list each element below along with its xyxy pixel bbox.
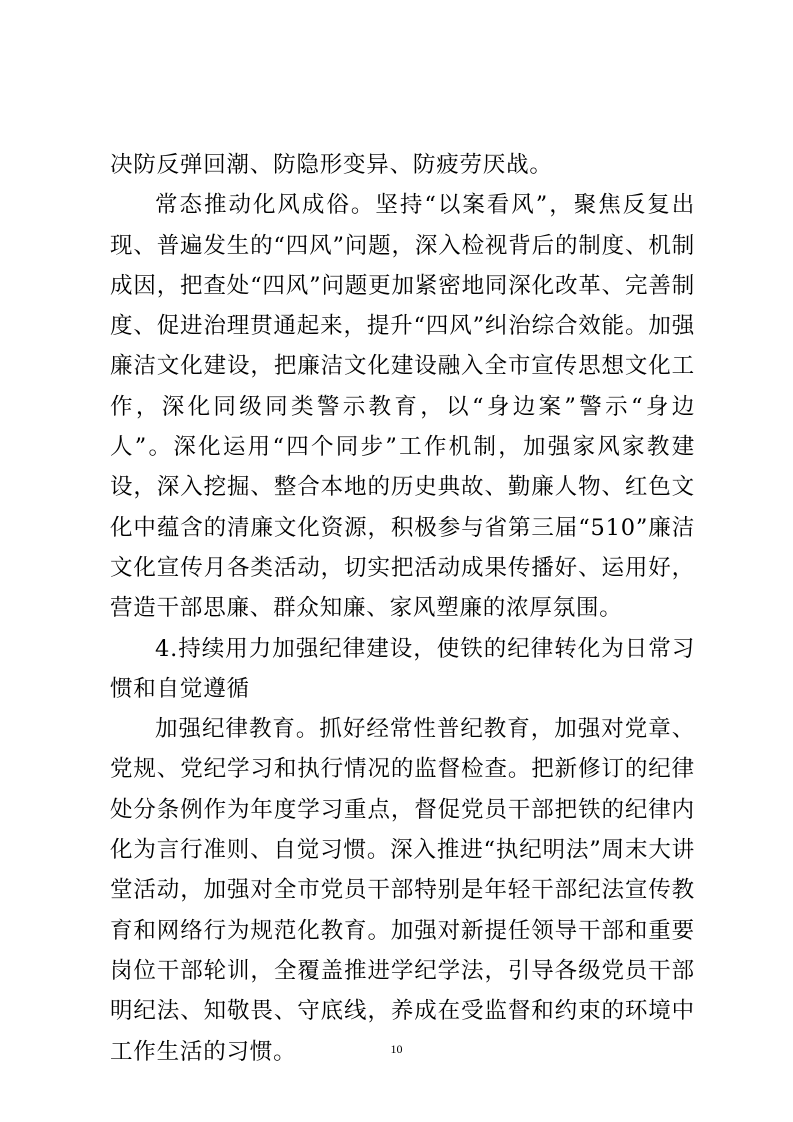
- body-text: [110, 145, 695, 1072]
- page-number: 10: [390, 1042, 403, 1056]
- paragraph-continuation: 决防反弹回潮、防隐形变异、防疲劳厌战。: [110, 152, 553, 178]
- paragraph-discipline-education: 加强纪律教育。抓好经常性普纪教育，加强对党章、党规、党纪学习和执行情况的监督检查。把新修订的纪律处分条例作为年度学习重点，督促党员干部把铁的纪律内化为言行准则、自觉习惯。深入推进“执纪明法”周末大讲堂活动，加强对全市党员干部特别是年轻干部纪法宣传教育和网络行为规范化教育。加强对新提任领导干部和重要岗位干部轮训，全覆盖推进学纪学法，引导各级党员干部明纪法、知敬畏、守底线，养成在受监督和约束的环境中工作生活的习惯。: [110, 716, 695, 1065]
- paragraph-habit-customs: 常态推动化风成俗。坚持“以案看风”，聚焦反复出现、普遍发生的“四风”问题，深入检视背后的制度、机制成因，把查处“四风”问题更加紧密地同深化改革、完善制度、促进治理贯通起来，提升“四风”纠治综合效能。加强廉洁文化建设，把廉洁文化建设融入全市宣传思想文化工作，深化同级同类警示教育，以“身边案”警示“身边人”。深化运用“四个同步”工作机制，加强家风家教建设，深入挖掘、整合本地的历史典故、勤廉人物、红色文化中蕴含的清廉文化资源，积极参与省第三届“510”廉洁文化宣传月各类活动，切实把活动成果传播好、运用好，营造干部思廉、群众知廉、家风塑廉的浓厚氛围。: [110, 192, 695, 622]
- section-heading-discipline: 4.持续用力加强纪律建设，使铁的纪律转化为日常习惯和自觉遵循: [110, 635, 695, 702]
